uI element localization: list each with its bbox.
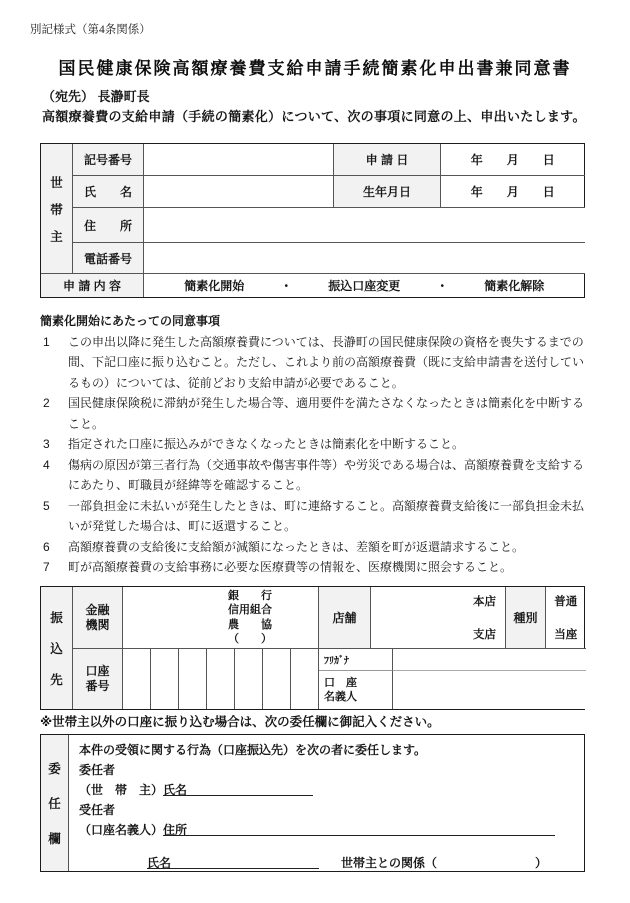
phone-field[interactable]	[144, 243, 585, 274]
institution-type-option: （ ）	[228, 633, 272, 645]
item-number: 1	[43, 334, 50, 349]
phone-label: 電話番号	[73, 243, 144, 274]
page-title: 国民健康保険高額療養費支給申請手続簡素化申出書兼同意書	[58, 59, 572, 78]
intro-text: 高額療養費の支給申請（手続の簡素化）について、次の事項に同意の上、申出いたします。	[42, 109, 586, 124]
birth-date-label: 生年月日	[334, 176, 441, 208]
item-text: 高額療養費の支給後に支給額が減額になったときは、差額を町が返還請求すること。	[68, 539, 525, 554]
consent-item-3	[40, 434, 588, 455]
delegate-name-field[interactable]: 氏名	[147, 853, 319, 869]
account-digit-box[interactable]	[207, 649, 235, 709]
delegator-name-field[interactable]: 氏名	[163, 780, 313, 796]
item-number: 3	[43, 437, 50, 451]
symbol-number-field[interactable]	[144, 144, 334, 176]
institution-type-option: 信用組合	[228, 604, 272, 616]
account-digit-box[interactable]	[263, 649, 291, 709]
item-text: この申出以降に発生した高額療養費については、長瀞町の国民健康保険の資格を喪失するまでの間、下記口座に振り込むこと。ただし、これより前の高額療養費（既に支給申請書を送付しているもの）については、従前どおり支給申請が必要であること。	[68, 334, 585, 390]
symbol-number-label: 記号番号	[73, 144, 144, 176]
delegate-label: 受任者	[79, 803, 116, 817]
delegate-name-row	[79, 853, 576, 873]
delegation-body	[69, 735, 584, 871]
consent-item-1	[40, 332, 588, 394]
item-number: 2	[43, 396, 50, 410]
account-type-option: 当座	[554, 629, 578, 641]
consent-item-4	[40, 455, 588, 496]
institution-name-field[interactable]	[123, 587, 319, 649]
name-field[interactable]	[144, 176, 334, 208]
account-type-options[interactable]	[546, 587, 586, 649]
application-date-label: 申 請 日	[334, 144, 441, 176]
account-digit-box[interactable]	[291, 649, 319, 709]
item-text: 指定された口座に振込みができなくなったときは簡素化を中断すること。	[68, 437, 465, 451]
spacer	[79, 840, 576, 853]
consent-item-7	[40, 557, 588, 578]
furigana-label: ﾌﾘｶﾞﾅ	[319, 649, 393, 671]
application-date-field[interactable]: 年 月 日	[441, 144, 585, 176]
account-digit-box[interactable]	[179, 649, 207, 709]
branch-label: 店舗	[319, 587, 371, 649]
delegate-address-field[interactable]: 住所	[163, 820, 555, 836]
branch-option: 本店	[473, 596, 496, 608]
item-text: 町が高額療養費の支給事務に必要な医療費等の情報を、医療機関に照会すること。	[68, 560, 513, 574]
consent-item-5	[40, 496, 588, 537]
relation-close-paren: ）	[535, 856, 548, 870]
birth-date-field[interactable]: 年 月 日	[441, 176, 585, 208]
consent-item-6	[40, 537, 588, 558]
relation-label: 世帯主との関係（	[341, 856, 438, 870]
application-content-label: 申 請 内 容	[41, 274, 144, 297]
addressee: （宛先） 長瀞町長	[42, 89, 150, 104]
delegate-address-row	[79, 820, 576, 840]
household-head-group-label: 世 帯 主	[41, 144, 73, 274]
consent-item-2	[40, 393, 588, 434]
household-table	[40, 143, 585, 298]
address-field[interactable]	[144, 208, 585, 243]
delegation-group-label: 委 任 欄	[41, 735, 69, 871]
consent-section	[40, 311, 588, 578]
delegator-prefix: （世 帯 主）	[79, 783, 164, 797]
account-digit-box[interactable]	[235, 649, 263, 709]
account-holder-field[interactable]	[393, 671, 586, 709]
account-holder-label: 口 座 名義人	[319, 671, 393, 709]
address-label: 住 所	[73, 208, 144, 243]
delegate-prefix: （口座名義人）	[79, 823, 164, 837]
furigana-field[interactable]	[393, 649, 586, 671]
application-content-options[interactable]: 簡素化開始 ・ 振込口座変更 ・ 簡素化解除	[184, 278, 545, 293]
item-number: 5	[43, 498, 50, 513]
account-digit-box[interactable]	[151, 649, 179, 709]
delegator-name-row	[79, 780, 576, 800]
item-number: 6	[43, 539, 50, 554]
account-type-label: 種別	[506, 587, 546, 649]
item-text: 傷病の原因が第三者行為（交通事故や傷害事件等）や労災である場合は、高額療養費を支給するにあたり、町職員が経緯等を確認すること。	[68, 457, 585, 492]
item-number: 4	[43, 457, 50, 472]
form-note: 別記様式（第4条関係）	[30, 24, 151, 36]
branch-option: 支店	[473, 629, 496, 641]
account-digit-box[interactable]	[123, 649, 151, 709]
item-number: 7	[43, 560, 50, 574]
delegation-table	[40, 734, 585, 872]
delegator-label: 委任者	[79, 763, 116, 777]
item-text: 国民健康保険税に滞納が発生した場合等、適用要件を満たさなくなったときは簡素化を中断すること。	[68, 396, 585, 431]
payee-note: ※世帯主以外の口座に振り込む場合は、次の委任欄に御記入ください。	[40, 715, 440, 729]
branch-name-field[interactable]	[371, 587, 506, 649]
financial-institution-label: 金融 機関	[73, 587, 123, 649]
institution-type-option: 銀 行	[228, 589, 272, 602]
transfer-table	[40, 586, 585, 710]
item-text: 一部負担金に未払いが発生したときは、町に連絡すること。高額療養費支給後に一部負担金未払いが発覚した場合は、町に返還すること。	[68, 498, 585, 533]
account-number-label: 口座 番号	[73, 649, 123, 709]
transfer-group-label: 振 込 先	[41, 587, 73, 709]
delegation-statement: 本件の受領に関する行為（口座振込先）を次の者に委任します。	[79, 743, 427, 757]
institution-type-option: 農 協	[228, 618, 272, 631]
name-label: 氏 名	[73, 176, 144, 208]
consent-heading: 簡素化開始にあたっての同意事項	[40, 314, 221, 328]
account-type-option: 普通	[554, 596, 578, 608]
